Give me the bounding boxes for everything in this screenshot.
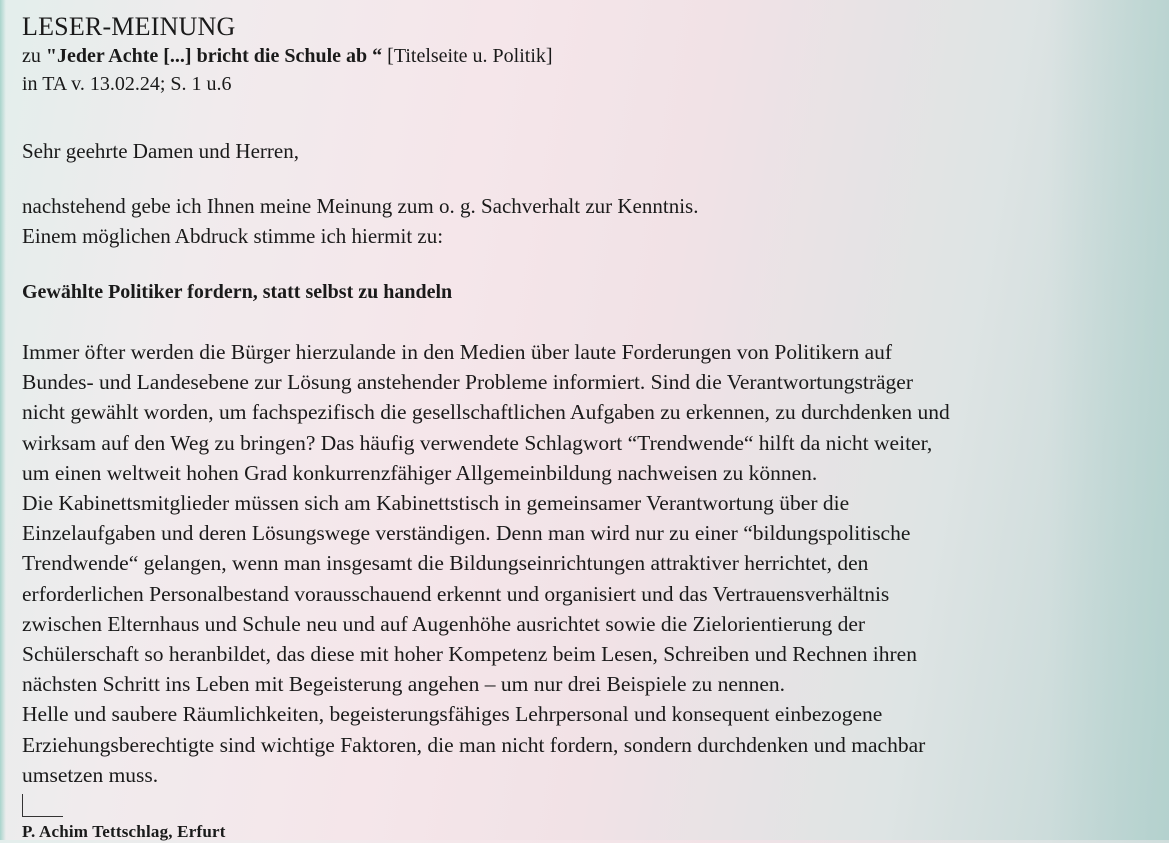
document-title: LESER-MEINUNG — [22, 12, 236, 41]
body-line: nächsten Schritt ins Leben mit Begeisterung angehen – um nur drei Beispiele zu nennen. — [22, 672, 786, 697]
letter-intro — [22, 191, 1132, 251]
body-line: Immer öfter werden die Bürger hierzulande in den Medien über laute Forderungen von Politikern auf — [22, 340, 893, 364]
body-line: Erziehungsberechtigte sind wichtige Faktoren, die man nicht fordern, sondern durchdenken und machbar — [22, 732, 926, 757]
body-line: umsetzen muss. — [22, 762, 159, 787]
intro-line: nachstehend gebe ich Ihnen meine Meinung zum o. g. Sachverhalt zur Kenntnis. — [22, 194, 699, 218]
reference-prefix: zu — [22, 45, 46, 67]
body-line: Schülerschaft so heranbildet, das diese mit hoher Kompetenz beim Lesen, Schreiben und Rechnen ihren — [22, 642, 917, 667]
letter-greeting: Sehr geehrte Damen und Herren, — [22, 139, 299, 163]
reference-section: [Titelseite u. Politik] — [382, 45, 553, 67]
page-edge-left — [0, 0, 6, 840]
body-line: um einen weltweit hohen Grad konkurrenzfähiger Allgemeinbildung nachweisen zu können. — [22, 460, 818, 485]
body-line: Einzelaufgaben und deren Lösungswege verständigen. Denn man wird nur zu einer “bildungspolitische — [22, 521, 911, 546]
body-line: Bundes- und Landesebene zur Lösung anstehender Probleme informiert. Sind die Verantwortungsträger — [22, 370, 914, 395]
intro-line: Einem möglichen Abdruck stimme ich hiermit zu: — [22, 224, 444, 248]
body-line: Helle und saubere Räumlichkeiten, begeisterungsfähiges Lehrpersonal und konsequent einbezogene — [22, 702, 883, 727]
body-line: Trendwende“ gelangen, wenn man insgesamt die Bildungseinrichtungen attraktiver herrichtet, den — [22, 551, 869, 576]
text-cursor-mark — [22, 794, 63, 817]
body-line: erforderlichen Personalbestand vorausschauend erkennt und organisiert und das Vertrauensverhältnis — [22, 581, 890, 606]
body-line: Die Kabinettsmitglieder müssen sich am Kabinettstisch in gemeinsamer Verantwortung über die — [22, 491, 850, 516]
body-line: zwischen Elternhaus und Schule neu und auf Augenhöhe ausrichtet sowie die Zielorientierung der — [22, 611, 866, 636]
letter-document — [22, 12, 1132, 843]
reference-article-title: "Jeder Achte [...] bricht die Schule ab “ — [45, 45, 383, 67]
body-line: wirksam auf den Weg zu bringen? Das häufig verwendete Schlagwort “Trendwende“ hilft da nicht weiter, — [22, 430, 933, 455]
letter-headline: Gewählte Politiker fordern, statt selbst zu handeln — [22, 281, 453, 303]
letter-body — [22, 337, 1132, 790]
reference-date-line: in TA v. 13.02.24; S. 1 u.6 — [22, 73, 232, 95]
letter-signature: P. Achim Tettschlag, Erfurt — [22, 822, 226, 842]
body-line: nicht gewählt worden, um fachspezifisch die gesellschaftlichen Aufgaben zu erkennen, zu durchdenken und — [22, 400, 950, 425]
article-reference — [22, 42, 1132, 70]
